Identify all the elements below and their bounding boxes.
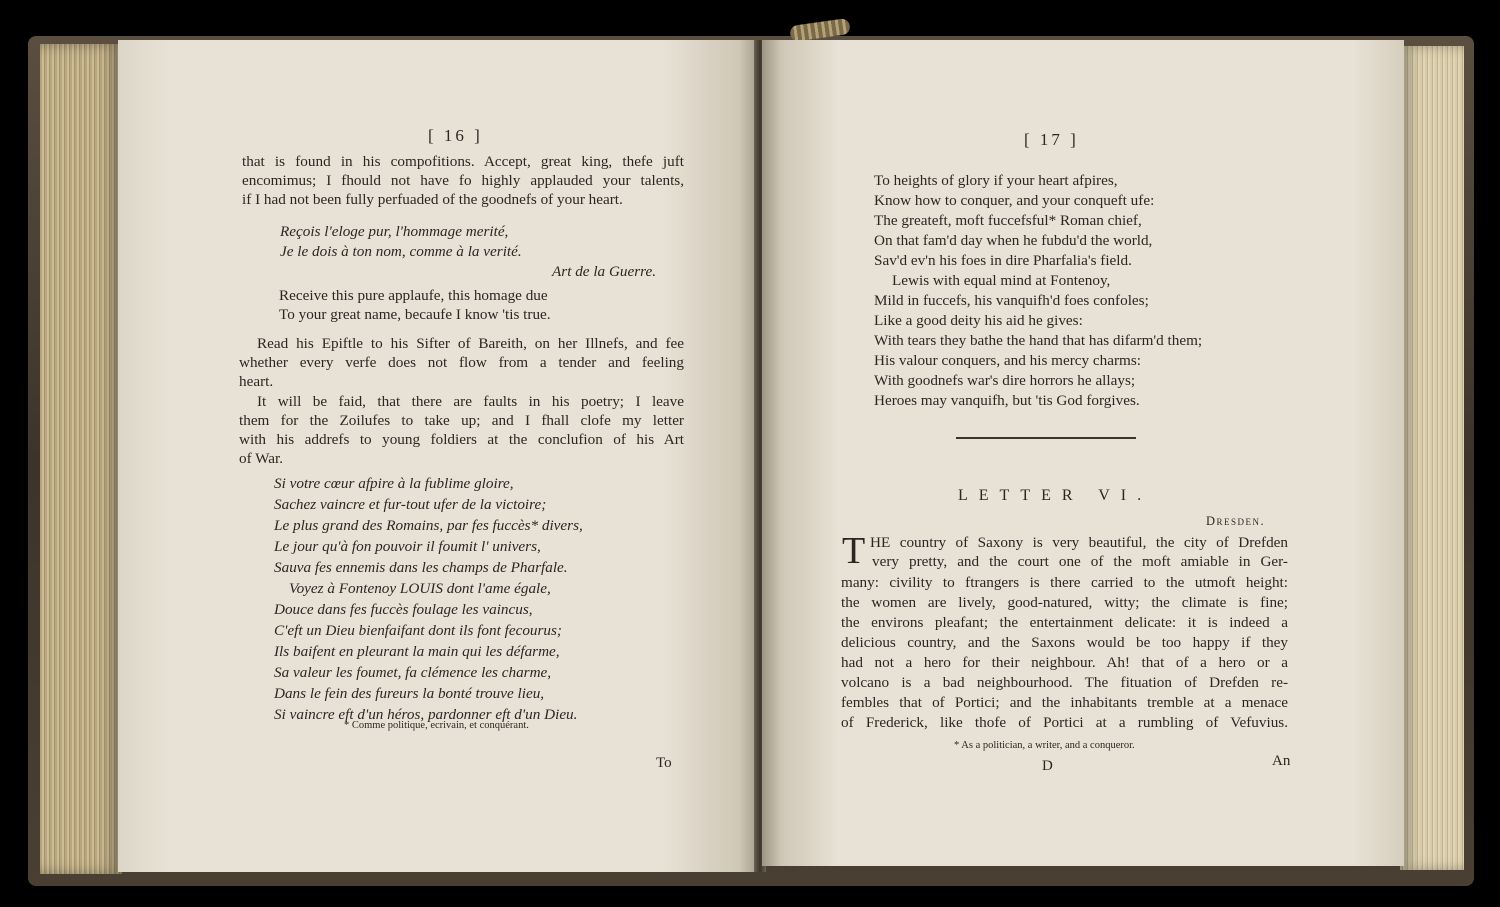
poem-line: Le jour qu'à fon pouvoir il foumit l' univers, — [274, 538, 541, 555]
poem-line: Sauva fes ennemis dans les champs de Pharfale. — [274, 559, 568, 576]
text-line: delicious country, and the Saxons would be too happy if they — [841, 634, 1288, 651]
page-number: [ 17 ] — [1024, 130, 1079, 149]
text-line: It will be faid, that there are faults in his poetry; I leave — [257, 393, 684, 410]
text-line: with his addrefs to young foldiers at the conclufion of his Art — [239, 431, 684, 448]
text-line: fembles that of Portici; and the inhabitants tremble at a menace — [841, 694, 1288, 711]
poem-line: Know how to conquer, and your conqueft ufe: — [874, 192, 1155, 209]
french-quote-line: Reçois l'eloge pur, l'hommage merité, — [280, 223, 509, 240]
text-line: volcano is a bad neighbourhood. The fituation of Drefden re- — [841, 674, 1288, 691]
catchword: An — [1272, 753, 1291, 769]
text-line: of War. — [239, 450, 284, 467]
poem-line: Sav'd ev'n his foes in dire Pharfalia's field. — [874, 252, 1132, 269]
footnote: * As a politician, a writer, and a conqueror. — [954, 740, 1135, 751]
poem-line: Mild in fuccefs, his vanquifh'd foes confoles; — [874, 292, 1149, 309]
poem-line: Voyez à Fontenoy LOUIS dont l'ame égale, — [289, 580, 551, 597]
text-line: if I had not been fully perfuaded of the goodnefs of your heart. — [242, 191, 623, 208]
text-line: HE country of Saxony is very beautiful, the city of Drefden — [870, 534, 1288, 551]
poem-line: His valour conquers, and his mercy charms: — [874, 352, 1141, 369]
right-page-edges — [1400, 46, 1464, 870]
text-line: many: civility to ftrangers is there carried to the utmoft height: — [841, 574, 1288, 591]
text-line: very pretty, and the court one of the moft amiable in Ger- — [872, 553, 1288, 570]
poem-line: To heights of glory if your heart afpires, — [874, 172, 1118, 189]
poem-line: With goodnefs war's dire horrors he allays; — [874, 372, 1136, 389]
poem-line: Dans le fein des fureurs la bonté trouve lieu, — [274, 685, 545, 702]
text-line: encomimus; I fhould not have fo highly applauded your talents, — [242, 172, 684, 189]
section-rule — [956, 437, 1136, 439]
poem-line: Lewis with equal mind at Fontenoy, — [892, 272, 1111, 289]
poem-line: Douce dans fes fuccès foulage les vaincus, — [274, 601, 533, 618]
english-quote-line: To your great name, becaufe I know 'tis true. — [279, 306, 551, 323]
poem-line: With tears they bathe the hand that has difarm'd them; — [874, 332, 1203, 349]
text-line: the environs pleafant; the entertainment delicate: it is indeed a — [841, 614, 1288, 631]
poem-line: The greateft, moft fuccefsful* Roman chief, — [874, 212, 1142, 229]
text-line: heart. — [239, 373, 274, 390]
catchword: To — [656, 755, 672, 771]
french-quote-line: Je le dois à ton nom, comme à la verité. — [280, 243, 522, 260]
page-number: [ 16 ] — [428, 126, 483, 145]
english-quote-line: Receive this pure applaufe, this homage due — [279, 287, 548, 304]
poem-line: Si vaincre eft d'un héros, pardonner eft d'un Dieu. — [274, 706, 578, 723]
poem-line: Ils baifent en pleurant la main qui les défarme, — [274, 643, 560, 660]
text-line: of Frederick, like thofe of Portici at a rumbling of Vefuvius. — [841, 714, 1288, 731]
poem-line: Si votre cœur afpire à la fublime gloire, — [274, 475, 514, 492]
drop-cap: T — [842, 530, 866, 572]
text-line: had not a hero for their neighbour. Ah! that of a hero or a — [841, 654, 1288, 671]
right-page — [762, 40, 1404, 866]
text-line: that is found in his compofitions. Accept, great king, thefe juft — [242, 153, 684, 170]
text-line: whether every verfe does not flow from a tender and feeling — [239, 354, 684, 371]
signature-mark: D — [1042, 758, 1053, 774]
poem-line: Sachez vaincre et fur-tout ufer de la victoire; — [274, 496, 547, 513]
text-line: them for the Zoilufes to take up; and I fhall clofe my letter — [239, 412, 684, 429]
poem-line: Sa valeur les foumet, fa clémence les charme, — [274, 664, 552, 681]
text-line: Read his Epiftle to his Sifter of Bareith, on her Illnefs, and fee — [257, 335, 684, 352]
poem-line: Like a good deity his aid he gives: — [874, 312, 1083, 329]
footnote: * Comme politique, ecrivain, et conquérant. — [344, 720, 529, 731]
poem-line: C'eft un Dieu bienfaifant dont ils font fecourus; — [274, 622, 562, 639]
left-page — [118, 40, 758, 872]
left-page-edges — [40, 44, 122, 874]
place-heading: Dresden. — [1206, 514, 1266, 528]
text-line: the women are lively, good-natured, witty; the climate is fine; — [841, 594, 1288, 611]
poem-line: On that fam'd day when he fubdu'd the world, — [874, 232, 1153, 249]
poem-line: Le plus grand des Romains, par fes fuccès* divers, — [274, 517, 583, 534]
poem-line: Heroes may vanquifh, but 'tis God forgives. — [874, 392, 1140, 409]
quote-attribution: Art de la Guerre. — [552, 263, 657, 280]
letter-heading: LETTER VI. — [958, 487, 1153, 504]
